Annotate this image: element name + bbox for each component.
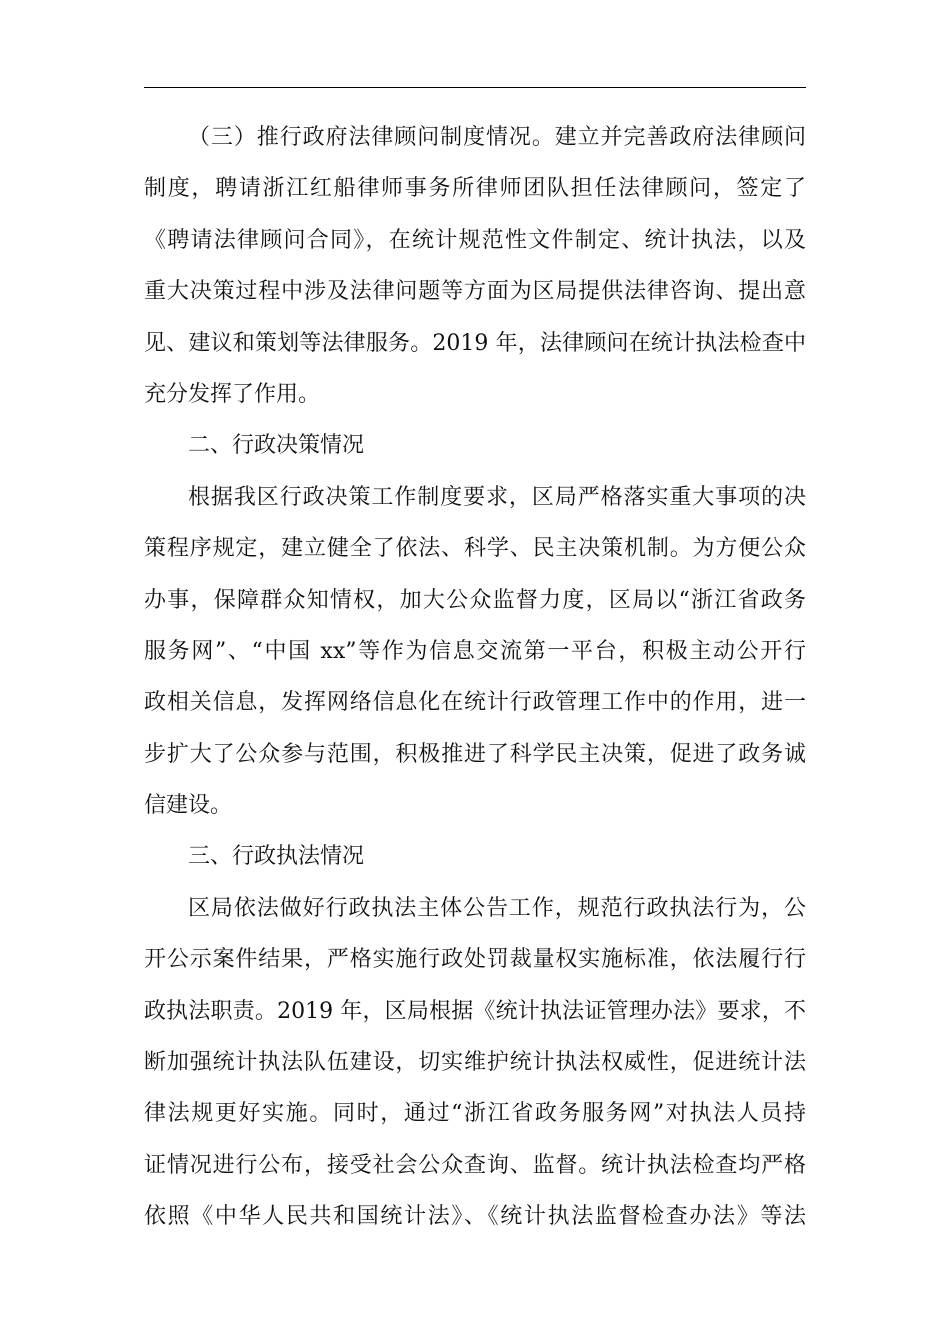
text-line: 制度，聘请浙江红船律师事务所律师团队担任法律顾问，签定了 [144, 176, 806, 202]
text-line: 策程序规定，建立健全了依法、科学、民主决策机制。为方便公众 [144, 536, 806, 562]
text-line: 断加强统计执法队伍建设，切实维护统计执法权威性，促进统计法 [144, 1050, 806, 1076]
paragraph-decision [144, 472, 806, 832]
text-line: 律法规更好实施。同时，通过“浙江省政务服务网”对执法人员持 [144, 1101, 806, 1127]
text-line: 办事，保障群众知情权，加大公众监督力度，区局以“浙江省政务 [144, 587, 806, 613]
text-line: 政相关信息，发挥网络信息化在统计行政管理工作中的作用，进一 [144, 690, 806, 716]
document-body [144, 112, 806, 1243]
text-line: 信建设。 [144, 793, 233, 819]
text-line: 依照《中华人民共和国统计法》、《统计执法监督检查办法》等法 [144, 1204, 806, 1230]
section-heading-enforcement [144, 831, 806, 882]
text-line: 见、建议和策划等法律服务。2019 年，法律顾问在统计执法检查中 [144, 330, 806, 356]
text-line: 开公示案件结果，严格实施行政处罚裁量权实施标准，依法履行行 [144, 947, 806, 973]
text-line: 步扩大了公众参与范围，积极推进了科学民主决策，促进了政务诚 [144, 741, 806, 767]
text-line: 《聘请法律顾问合同》，在统计规范性文件制定、统计执法，以及 [144, 227, 806, 253]
text-line: 区局依法做好行政执法主体公告工作，规范行政执法行为，公 [188, 895, 806, 921]
heading-text: 二、行政决策情况 [188, 433, 365, 459]
text-line: 证情况进行公布，接受社会公众查询、监督。统计执法检查均严格 [144, 1152, 806, 1178]
text-line: 服务网”、“中国 xx”等作为信息交流第一平台，积极主动公开行 [144, 638, 806, 664]
text-line: 充分发挥了作用。 [144, 381, 321, 407]
paragraph-legal-advisor [144, 112, 806, 420]
text-line: （三）推行政府法律顾问制度情况。建立并完善政府法律顾问 [188, 125, 806, 150]
paragraph-enforcement [144, 883, 806, 1243]
heading-text: 三、行政执法情况 [188, 844, 365, 870]
section-heading-decision [144, 420, 806, 471]
text-line: 重大决策过程中涉及法律问题等方面为区局提供法律咨询、提出意 [144, 279, 806, 305]
text-line: 政执法职责。2019 年，区局根据《统计执法证管理办法》要求，不 [144, 998, 806, 1024]
header-rule [144, 87, 806, 88]
text-line: 根据我区行政决策工作制度要求，区局严格落实重大事项的决 [188, 484, 806, 510]
